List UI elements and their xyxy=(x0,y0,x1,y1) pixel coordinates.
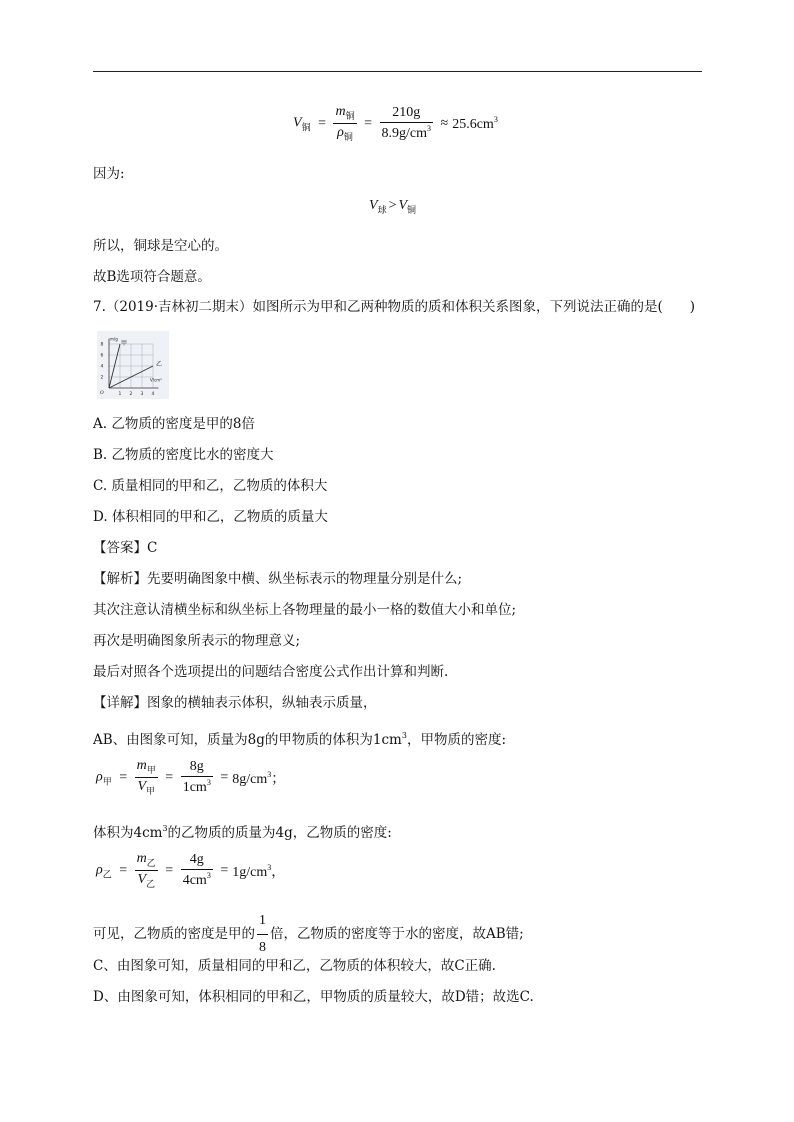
x-tick-label: 2 xyxy=(129,392,133,397)
x-tick-label: 4 xyxy=(151,392,155,397)
x-tick-label: 1 xyxy=(118,392,122,397)
y-axis-label: m/g xyxy=(110,336,118,342)
x-axis-label: V/cm³ xyxy=(150,377,162,383)
density-yi-equation: $\rho_乙$ = $\frac{m_乙}{V_乙}$ = $\frac{4g}{4cm^3}$ = $1g/cm^3$， xyxy=(96,851,286,889)
detail-line-1: 【详解】图象的横轴表示体积，纵轴表示质量， xyxy=(93,695,377,711)
y-tick-label: 4 xyxy=(100,364,104,370)
option-b-conclusion: 故B选项符合题意。 xyxy=(93,269,211,285)
analysis-line-3: 再次是明确图象所表示的物理意义; xyxy=(93,633,301,649)
option-b: B. 乙物质的密度比水的密度大 xyxy=(93,447,274,463)
mass-volume-chart xyxy=(97,331,169,399)
option-a: A. 乙物质的密度是甲的8倍 xyxy=(93,416,255,432)
detail-line-6: D、由图象可知，体积相同的甲和乙，甲物质的质量较大，故D错；故选C. xyxy=(93,989,534,1005)
analysis-line-1: 【解析】先要明确图象中横、纵坐标表示的物理量分别是什么; xyxy=(93,571,463,587)
analysis-line-2: 其次注意认清横坐标和纵坐标上各物理量的最小一格的数值大小和单位; xyxy=(93,602,517,618)
y-tick-label: 6 xyxy=(100,353,104,359)
analysis-line-4: 最后对照各个选项提出的问题结合密度公式作出计算和判断. xyxy=(93,664,449,680)
y-tick-label: 8 xyxy=(100,342,104,348)
detail-line-5: C、由图象可知，质量相同的甲和乙，乙物质的体积较大，故C正确. xyxy=(93,958,496,974)
x-tick-label: 3 xyxy=(140,392,144,397)
conclusion-line: 所以，铜球是空心的。 xyxy=(93,238,228,254)
question-7: 7.（2019·吉林初二期末）如图所示为甲和乙两种物质的质和体积关系图象，下列说法正确的是( ) xyxy=(93,299,696,315)
y-tick-label: 2 xyxy=(100,375,104,381)
series-label-1: 甲 xyxy=(121,340,128,347)
origin-label: O xyxy=(100,391,104,396)
detail-line-4: 可见，乙物质的密度是甲的 $\frac{1}{8}$ 倍，乙物质的密度等于水的密度，故AB错; xyxy=(93,909,524,960)
option-d: D. 体积相同的甲和乙，乙物质的质量大 xyxy=(93,509,328,525)
answer-line: 【答案】C xyxy=(93,540,158,556)
because-line: 因为: xyxy=(93,166,125,182)
inequality: $V_球 > V_铜$ xyxy=(369,198,417,215)
density-jia-equation: $\rho_甲$ = $\frac{m_甲}{V_甲}$ = $\frac{8g}{1cm^3}$ = $8g/cm^3$； xyxy=(96,758,286,796)
volume-copper-equation: $V_铜$ = $\frac{m_铜}{\rho_铜}$ = $\frac{210g}{8.9g/cm^3}$ ≈ $25.6cm^3$ xyxy=(293,104,498,142)
series-label-2: 乙 xyxy=(156,361,163,368)
detail-line-3: 体积为$4cm^3$的乙物质的质量为4g，乙物质的密度: xyxy=(93,824,392,841)
option-c: C. 质量相同的甲和乙，乙物质的体积大 xyxy=(93,478,328,494)
detail-line-2: AB、由图象可知，质量为8g的甲物质的体积为$1cm^3$，甲物质的密度: xyxy=(93,731,507,748)
header-rule xyxy=(93,71,702,72)
